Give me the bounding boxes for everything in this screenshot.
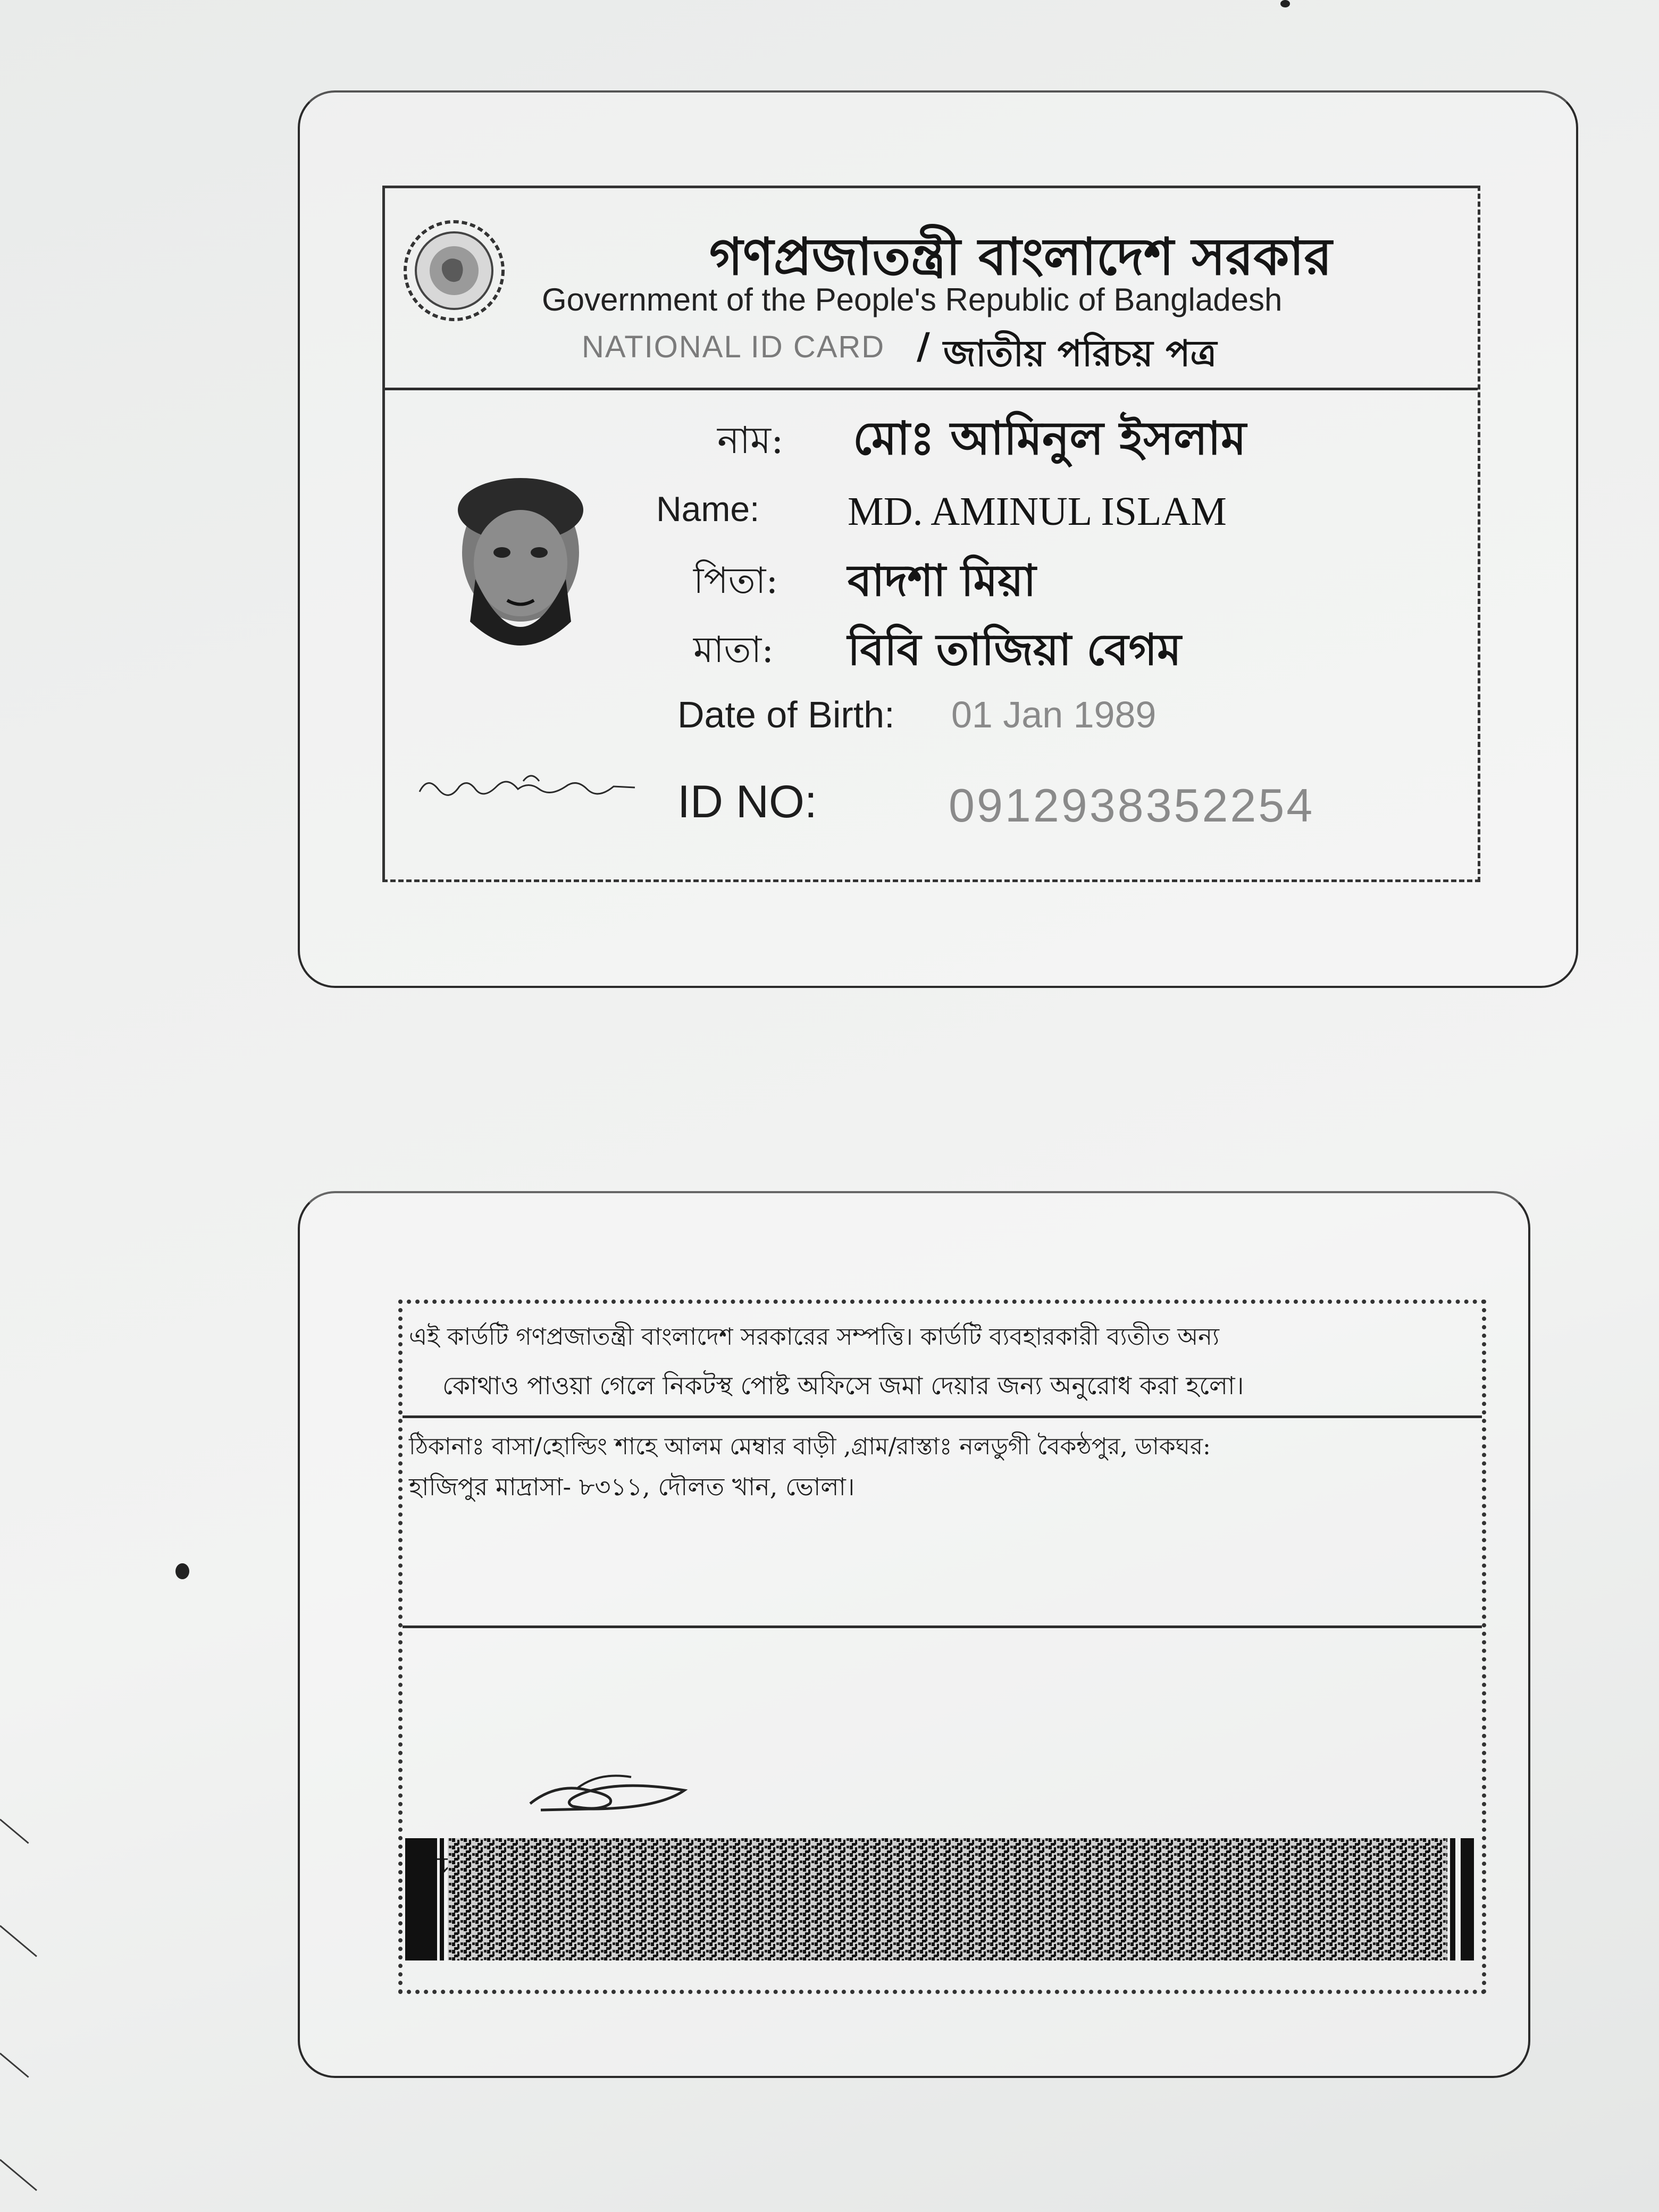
pdf417-barcode <box>405 1838 1474 1960</box>
nid-back-card <box>298 1191 1530 2078</box>
page-dot <box>175 1563 189 1579</box>
holder-photo <box>449 473 592 664</box>
government-seal-icon <box>401 217 507 324</box>
address-divider <box>403 1626 1482 1628</box>
mother-name-value: বিবি তাজিয়া বেগম <box>848 624 1182 675</box>
page-edge-line <box>0 2052 29 2077</box>
header-english: Government of the People's Republic of Bangladesh <box>542 282 1283 317</box>
address-line-2: হাজিপুর মাদ্রাসা- ৮৩১১, দৌলত খান, ভোলা। <box>409 1472 855 1501</box>
back-card-frame <box>398 1300 1486 1994</box>
name-bangla-value: মোঃ আমিনুল ইসলাম <box>853 412 1246 465</box>
page-dot <box>1280 0 1290 7</box>
ownership-notice-line-2: কোথাও পাওয়া গেলে নিকটস্থ পোষ্ট অফিসে জমা দেয়ার জন্য অনুরোধ করা হলো। <box>442 1371 1244 1401</box>
header-bangla: গণপ্রজাতন্ত্রী বাংলাদেশ সরকার <box>709 227 1333 287</box>
name-english-label: Name: <box>656 489 760 529</box>
date-of-birth-label: Date of Birth: <box>677 694 895 735</box>
name-bangla-label: নাম: <box>717 418 784 462</box>
page-edge-line <box>0 2159 37 2191</box>
ownership-notice-line-1: এই কার্ডটি গণপ্রজাতন্ত্রী বাংলাদেশ সরকারের সম্পত্তি। কার্ডটি ব্যবহারকারী ব্যতীত অন্য <box>409 1322 1220 1351</box>
father-label: পিতা: <box>693 560 778 602</box>
id-number-value: 0912938352254 <box>949 779 1315 832</box>
holder-signature <box>417 765 640 808</box>
header-divider <box>385 388 1478 390</box>
page-edge-line <box>0 1819 29 1844</box>
card-type-separator: / <box>917 325 930 367</box>
date-of-birth-value: 01 Jan 1989 <box>951 694 1157 735</box>
father-name-value: বাদশা মিয়া <box>848 555 1036 606</box>
nid-front-card <box>298 90 1578 988</box>
card-type-english: NATIONAL ID CARD <box>582 330 885 364</box>
page-edge-line <box>0 1925 37 1957</box>
mother-label: মাতা: <box>693 629 774 671</box>
card-type-bangla: জাতীয় পরিচয় পত্র <box>943 332 1217 375</box>
front-card-frame <box>382 186 1480 882</box>
address-line-1: ঠিকানাঃ বাসা/হোল্ডিং শাহে আলম মেম্বার বাড়ী ,গ্রাম/রাস্তাঃ নলডুগী বৈকন্ঠপুর, ডাকঘর: <box>409 1433 1211 1460</box>
notice-divider <box>403 1415 1482 1418</box>
id-number-label: ID NO: <box>677 776 817 827</box>
authority-signature <box>525 1761 695 1820</box>
name-english-value: MD. AMINUL ISLAM <box>848 489 1227 534</box>
